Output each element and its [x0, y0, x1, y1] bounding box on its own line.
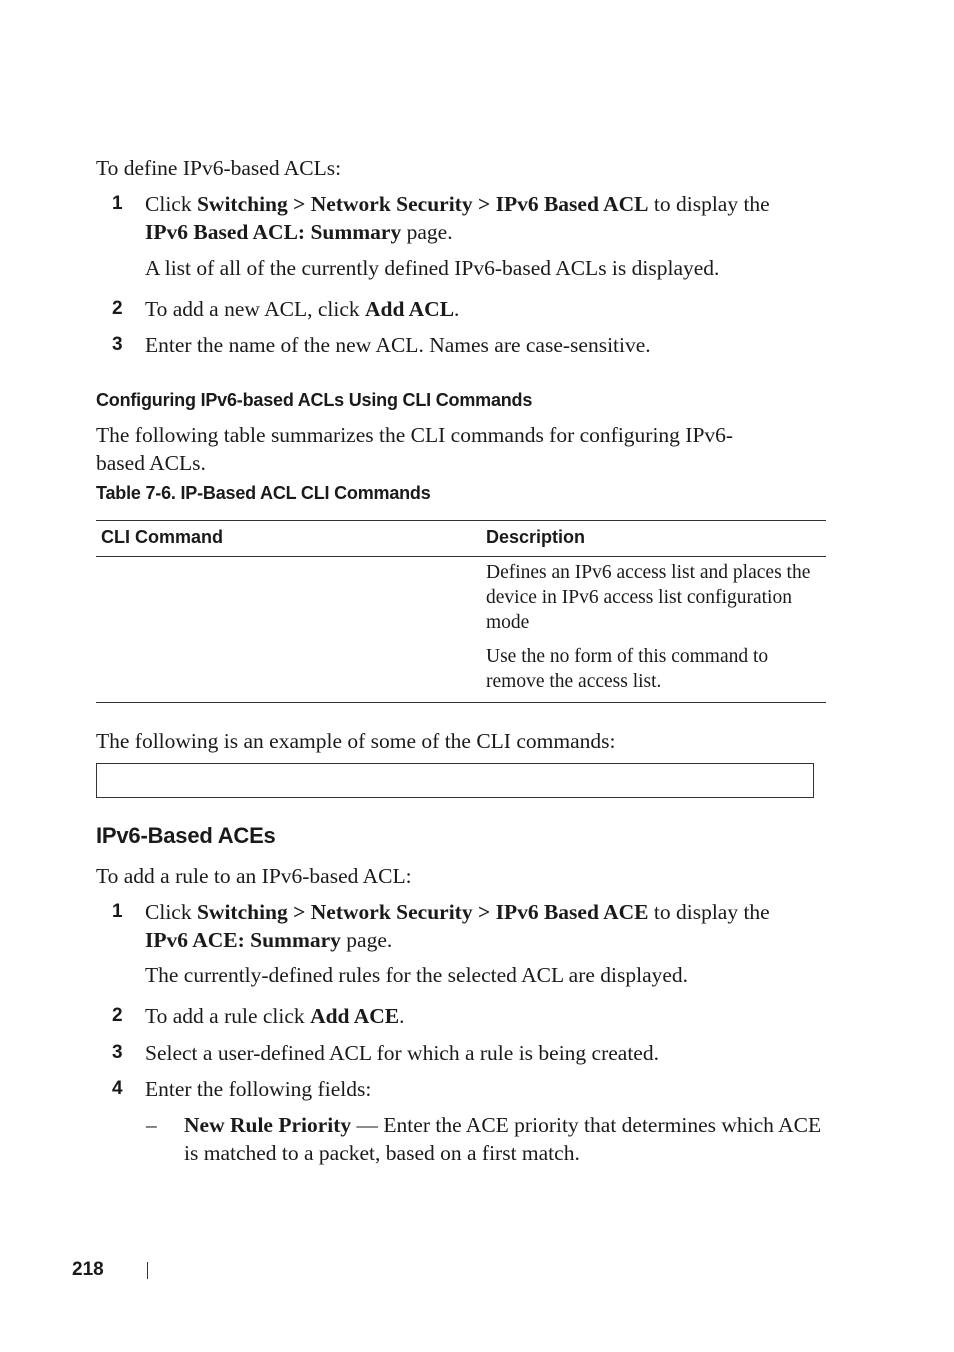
step-text: Click — [145, 900, 197, 924]
table-header-rule — [96, 556, 826, 557]
acl-step-2 — [145, 295, 835, 323]
step-text: page. — [401, 220, 453, 244]
step-number: 3 — [112, 334, 123, 355]
step-text: Click — [145, 192, 197, 216]
ace-step-1 — [145, 898, 835, 954]
step-text: . — [454, 297, 460, 321]
cli-intro-text: The following table summarizes the CLI commands for configuring IPv6-based ACLs. — [96, 423, 734, 475]
step-text: page. — [340, 928, 393, 952]
step-number: 4 — [112, 1078, 123, 1099]
ace-step-3: Select a user-defined ACL for which a rule is being created. — [145, 1041, 659, 1065]
acl-step-1 — [145, 190, 835, 246]
field-item-new-rule-priority — [184, 1111, 824, 1167]
menu-path: Switching > Network Security > IPv6 Based ACE — [196, 900, 649, 924]
step-text: to display the — [648, 192, 770, 216]
footer-divider — [147, 1262, 148, 1279]
button-name: Add ACL — [365, 297, 455, 321]
field-description: Enter the ACE priority that determines which ACE is matched to a packet, based on a first match. — [184, 1113, 822, 1165]
ace-step-4: Enter the following fields: — [145, 1077, 372, 1101]
step-text: to display the — [648, 900, 770, 924]
section-heading: Configuring IPv6-based ACLs Using CLI Commands — [96, 390, 533, 410]
step-text: To add a rule click — [145, 1004, 311, 1028]
table-header-cli-command: CLI Command — [101, 527, 224, 547]
page-name: IPv6 ACE: Summary — [145, 928, 341, 952]
intro-text: To define IPv6-based ACLs: — [96, 156, 342, 180]
step-text: . — [399, 1004, 405, 1028]
field-separator: — — [351, 1113, 384, 1137]
step-number: 3 — [112, 1042, 123, 1063]
table-top-rule — [96, 520, 826, 521]
table-bottom-rule — [96, 702, 826, 703]
table-cell-description: Defines an IPv6 access list and places the device in IPv6 access list configuration mode — [486, 562, 811, 633]
acl-step-1-note: A list of all of the currently defined IPv6-based ACLs is displayed. — [145, 256, 720, 280]
table-cell-description-note: Use the no form of this command to remove the access list. — [486, 646, 769, 692]
aces-intro-text: To add a rule to an IPv6-based ACL: — [96, 864, 412, 888]
code-example-box — [96, 763, 814, 798]
ace-step-1-note: The currently-defined rules for the selected ACL are displayed. — [145, 963, 689, 987]
step-number: 2 — [112, 298, 123, 319]
example-intro-text: The following is an example of some of the CLI commands: — [96, 729, 616, 753]
button-name: Add ACE — [310, 1004, 400, 1028]
table-caption: Table 7-6. IP-Based ACL CLI Commands — [96, 483, 431, 503]
table-header-description: Description — [486, 527, 586, 547]
step-text: To add a new ACL, click — [145, 297, 366, 321]
page-name: IPv6 Based ACL: Summary — [145, 220, 402, 244]
ace-step-2 — [145, 1002, 835, 1030]
page-number: 218 — [72, 1259, 104, 1280]
acl-step-3: Enter the name of the new ACL. Names are case-sensitive. — [145, 333, 651, 357]
step-number: 2 — [112, 1005, 123, 1026]
menu-path: Switching > Network Security > IPv6 Based ACL — [196, 192, 649, 216]
section-heading: IPv6-Based ACEs — [96, 823, 276, 848]
list-dash: – — [146, 1113, 157, 1137]
step-number: 1 — [112, 193, 123, 214]
step-number: 1 — [112, 901, 123, 922]
field-term: New Rule Priority — [184, 1113, 352, 1137]
